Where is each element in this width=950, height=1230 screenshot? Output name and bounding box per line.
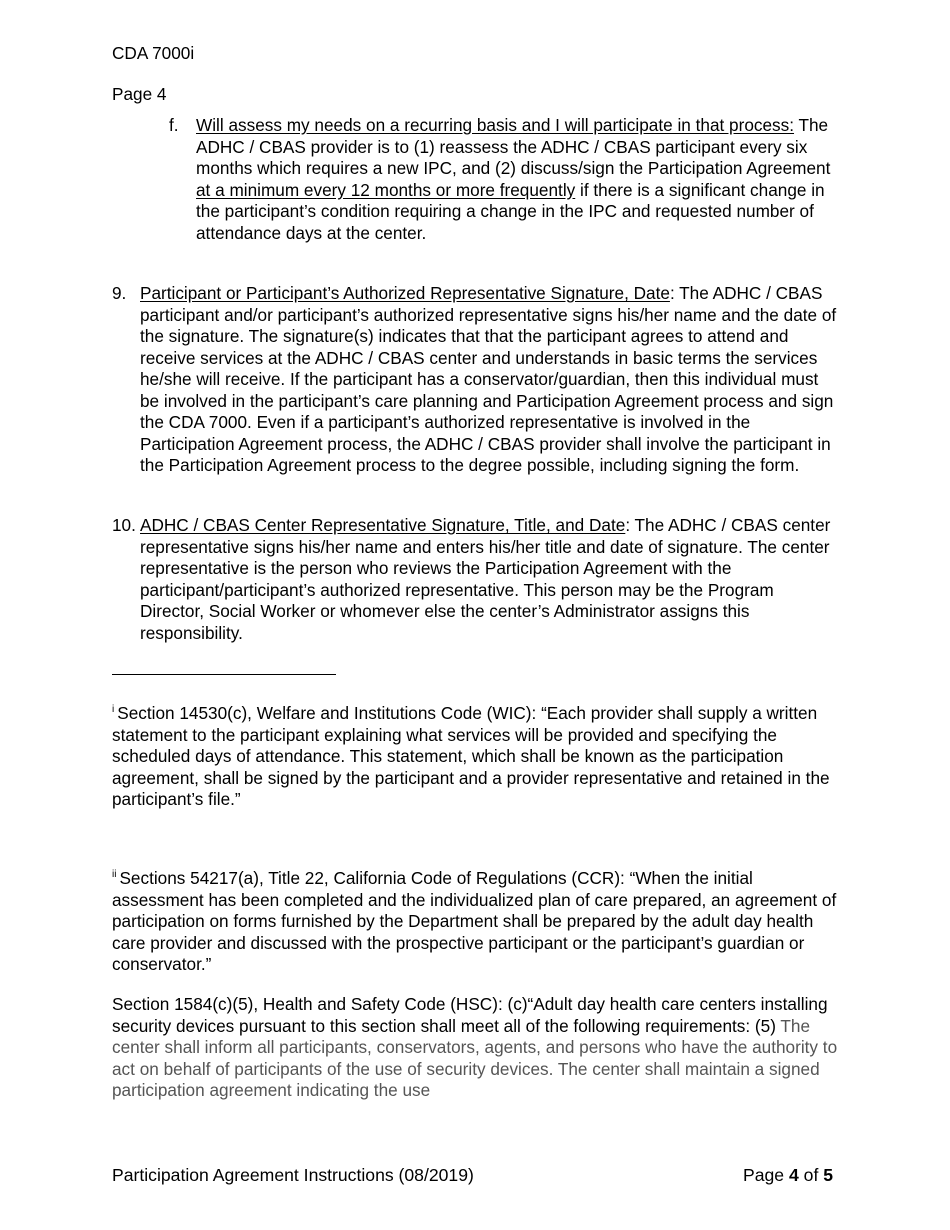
item-text-continued: if there is a significant change in the participant’s condition requiring a change in the IPC and requested number of attendance days at the center. [196, 179, 825, 243]
numbered-item-9 [112, 283, 842, 477]
list-item-body [140, 283, 842, 477]
footnote-hsc [112, 994, 842, 1102]
footnote-text: Section 1584(c)(5), Health and Safety Code (HSC): (c)“Adult day health care centers installing security devices pursuant to this section shall meet all of the following requirements: (5) [112, 994, 828, 1036]
footer-page-number [743, 1165, 833, 1187]
footer-page-prefix: Page [743, 1165, 789, 1185]
footnote-mark: ii [112, 869, 117, 880]
list-item-body [140, 515, 842, 644]
footnote-text: Sections 54217(a), Title 22, California Code of Regulations (CCR): “When the initial assessment has been completed and the individualized plan of care prepared, an agreement of participation on forms furnished by the Department shall be prepared by the adult day health care provider and discussed with the prospective participant or the participant’s guardian or conservator.” [112, 868, 837, 974]
footnote-ii [112, 868, 842, 976]
footer-page-current: 4 [788, 1165, 799, 1185]
item-heading: ADHC / CBAS Center Representative Signature, Title, and Date [140, 515, 626, 535]
list-marker: 9. [112, 283, 127, 303]
item-text: The ADHC / CBAS provider is to (1) reassess the ADHC / CBAS participant every six months which requires a new IPC, and (2) discuss/sign the Participation Agreement [196, 115, 831, 178]
item-heading: Participant or Participant’s Authorized Representative Signature, Date [140, 283, 670, 303]
numbered-item-10 [112, 515, 842, 644]
footer-page-total: 5 [823, 1165, 834, 1185]
item-heading: Will assess my needs on a recurring basis and I will participate in that process: [196, 115, 795, 135]
footer-title: Participation Agreement Instructions (08/2019) [112, 1165, 474, 1185]
list-marker: f. [169, 115, 179, 135]
item-text: : The ADHC / CBAS center representative signs his/her name and enters his/her title and date of signature. The center representative is the person who reviews the Participation Agreement with the participant/participant’s authorized representative. This person may be the Program Director, Social Worker or whomever else the center’s Administrator assigns this responsibility. [140, 515, 831, 643]
item-underlined-text: at a minimum every 12 months or more frequently [196, 179, 576, 200]
footnote-text-grey: The center shall inform all participants, conservators, agents, and persons who have the authority to act on behalf of participants of the use of security devices. The center shall maintain a signed participation agreement indicating the use [112, 1015, 838, 1100]
page-label: Page 4 [112, 84, 167, 104]
list-marker: 10. [112, 515, 136, 535]
item-text: : The ADHC / CBAS participant and/or participant’s authorized representative signs his/her name and the date of the signature. The signature(s) indicates that that the participant agrees to attend and receive services at the ADHC / CBAS center and understands in basic terms the services he/she will receive. If the participant has a conservator/guardian, then this individual must be involved in the participant’s care planning and Participation Agreement process and sign the CDA 7000. Even if a participant’s authorized representative is involved in the Participation Agreement process, the ADHC / CBAS provider shall involve the participant in the Participation Agreement process to the degree possible, including signing the form. [140, 283, 837, 475]
footer-page-of: of [798, 1165, 824, 1185]
list-item-f [169, 115, 839, 244]
footnote-i [112, 703, 842, 811]
footnote-mark: i [112, 704, 115, 715]
list-item-body [196, 115, 839, 244]
document-id: CDA 7000i [112, 43, 195, 63]
footnote-divider [112, 674, 336, 675]
footnote-text: Section 14530(c), Welfare and Institutions Code (WIC): “Each provider shall supply a written statement to the participant explaining what services will be provided and specifying the scheduled days of attendance. This statement, which shall be known as the participation agreement, shall be signed by the participant and a provider representative and retained in the participant’s file.” [112, 703, 830, 809]
